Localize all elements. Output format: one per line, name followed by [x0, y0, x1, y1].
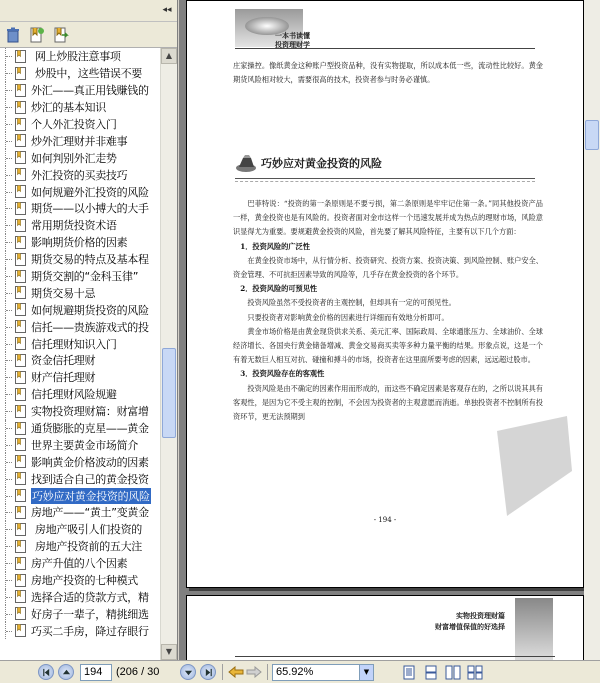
forward-arrow-icon	[246, 666, 262, 678]
header-line-2: 投资理财学	[275, 40, 310, 49]
bookmark-page-icon	[15, 118, 26, 131]
subheading: 2．投资风险的可预见性	[240, 284, 318, 294]
document-scroll-thumb[interactable]	[585, 120, 599, 150]
bookmark-item[interactable]	[0, 166, 160, 183]
bookmarks-panel	[0, 0, 178, 660]
bookmark-page-icon	[15, 50, 26, 63]
bookmark-item[interactable]	[0, 403, 160, 420]
subheading: 3．投资风险存在的客观性	[240, 369, 325, 379]
bookmark-page-icon	[15, 472, 26, 485]
tree-connector	[5, 555, 15, 572]
bookmark-page-icon	[15, 405, 26, 418]
tree-connector	[5, 538, 15, 555]
watermark-image	[487, 411, 577, 521]
continuous-facing-icon	[467, 665, 483, 680]
tree-connector	[5, 420, 15, 437]
bookmark-item[interactable]	[0, 386, 160, 403]
paragraph: 投资风险是由不确定的因素作用而形成的，而这些不确定因素是客观存在的，之所以说其具有客观性，是因为它不受主观的控制，不会因为投资者的主观意愿而消逝。单独投资者不控制所有投资环节，更无法预期到	[233, 383, 543, 422]
bookmark-item[interactable]	[0, 589, 160, 606]
bookmark-page-icon	[15, 219, 26, 232]
header2-line-2: 财富增值保值的好选择	[435, 622, 505, 631]
subheading: 1．投资风险的广泛性	[240, 241, 310, 251]
continuous-page-icon	[425, 665, 437, 680]
bookmark-item[interactable]	[0, 149, 160, 166]
bookmark-item[interactable]	[0, 116, 160, 133]
page-number-input[interactable]: 194	[80, 664, 112, 681]
bookmark-label: 网上炒股注意事项	[35, 50, 121, 64]
tree-connector	[5, 166, 15, 183]
tree-connector	[5, 470, 15, 487]
bookmark-page-icon	[15, 236, 26, 249]
gold-bar-icon	[235, 152, 257, 174]
running-header	[275, 31, 310, 49]
section-heading	[235, 149, 382, 177]
page-195	[186, 595, 584, 660]
single-page-icon	[403, 665, 415, 680]
zoom-dropdown-button[interactable]	[360, 664, 374, 681]
bookmark-page-icon	[15, 286, 26, 299]
bookmark-label: 常用期货投资术语	[31, 219, 117, 233]
bookmark-label: 巧买二手房，降过存眼行	[31, 624, 149, 638]
bookmark-page-icon	[15, 624, 26, 637]
bookmark-label: 期货交易的特点及基本程	[31, 253, 149, 267]
bookmark-label: 期货交易十忌	[31, 286, 96, 300]
bookmark-page-icon	[15, 303, 26, 316]
bookmark-item[interactable]	[0, 65, 160, 82]
tree-connector	[5, 183, 15, 200]
bookmark-label: 炒股中，这些错误不要	[35, 67, 142, 81]
bookmark-item[interactable]	[0, 470, 160, 487]
first-page-button[interactable]	[38, 664, 54, 680]
tree-connector	[5, 65, 15, 82]
bookmark-item[interactable]	[0, 132, 160, 149]
tree-connector	[5, 622, 15, 639]
bookmark-page-icon	[15, 557, 26, 570]
chevron-down-icon: ▼	[363, 668, 370, 676]
intro-paragraph	[233, 59, 543, 87]
bookmark-label: 期货交割的“金科玉律”	[31, 270, 139, 284]
bookmark-item[interactable]	[0, 318, 160, 335]
scroll-down-arrow[interactable]: ▼	[161, 644, 177, 660]
bookmark-label: 好房子一辈子，精挑细选	[31, 607, 149, 621]
bookmark-item[interactable]	[0, 99, 160, 116]
bookmark-item[interactable]	[0, 555, 160, 572]
tree-connector	[5, 149, 15, 166]
tree-connector	[5, 217, 15, 234]
bookmark-label: 实物投资理财篇：财富增	[31, 405, 149, 419]
bookmark-label: 巧妙应对黄金投资的风险	[32, 489, 150, 503]
paragraph: 黄金市场价格是由黄金现货供求关系、美元汇率、国际政局、全球通胀压力、全球油价、全球经济增长、各国央行黄金储备增减、黄金交易商买卖等多种力量平衡的结果。形象点说，这是一个有着无数巨人相互对抗、碰撞和搏斗的市场，投资者在这里面所要考虑的因素，远远超过股市。	[233, 326, 543, 365]
tree-connector	[5, 284, 15, 301]
bookmark-page-icon	[15, 134, 26, 147]
bookmark-item[interactable]	[0, 622, 160, 639]
bookmark-page-icon	[15, 337, 26, 350]
bookmark-item[interactable]	[0, 436, 160, 453]
tree-connector	[5, 234, 15, 251]
bookmarks-panel-header	[0, 0, 177, 22]
tree-connector	[5, 200, 15, 217]
bookmark-label: 选择合适的贷款方式，精	[31, 590, 149, 604]
bookmark-label: 期货——以小搏大的大手	[31, 202, 149, 216]
bookmark-item[interactable]	[0, 420, 160, 437]
bookmark-label: 影响黄金价格波动的因素	[31, 455, 149, 469]
paragraph: 巴菲特说：“投资的第一条原则是不要亏损，第二条原则是牢牢记住第一条。”同其他投资产品一样，黄金投资也是有风险的。投资者面对金市这样一个迅速发展并成为热点的理财市场，风险意识显得尤为重要。要规避黄金投资的风险，首先要了解其风险特征，主要有以下几个方面：	[233, 199, 543, 237]
bookmark-go-icon	[53, 27, 69, 43]
bookmark-item[interactable]	[0, 82, 160, 99]
page-count-label: (206 / 30	[116, 666, 160, 678]
previous-page-button[interactable]	[58, 664, 74, 680]
bookmark-page-icon	[15, 422, 26, 435]
bookmark-page-icon	[15, 151, 26, 164]
bookmark-label: 房地产吸引人们投资的	[35, 523, 142, 537]
bookmark-page-icon	[15, 455, 26, 468]
tree-connector	[5, 268, 15, 285]
bookmark-item[interactable]	[0, 521, 160, 538]
section-title: 巧妙应对黄金投资的风险	[261, 157, 382, 170]
new-bookmark-button[interactable]	[27, 25, 47, 45]
header-image-2	[515, 598, 553, 660]
trash-icon	[6, 27, 20, 43]
collapse-panel-button[interactable]: ◂◂	[162, 5, 172, 15]
bookmark-item[interactable]	[0, 572, 160, 589]
bookmark-item[interactable]	[0, 301, 160, 318]
tree-connector	[5, 487, 15, 504]
tree-connector	[5, 504, 15, 521]
paragraph: 只要投资者对影响黄金价格的因素进行详细而有效地分析即可。	[247, 312, 449, 322]
bookmark-item[interactable]	[0, 335, 160, 352]
bookmark-item[interactable]	[0, 251, 160, 268]
goto-bookmark-button[interactable]	[51, 25, 71, 45]
first-page-icon	[42, 668, 51, 677]
page-194	[186, 0, 584, 588]
continuous-facing-view-button[interactable]	[466, 663, 484, 681]
tree-connector	[5, 589, 15, 606]
header-line-1: 一本书读懂	[275, 31, 310, 40]
tree-connector	[5, 436, 15, 453]
bookmark-label: 如何判别外汇走势	[31, 151, 117, 165]
tree-connector	[5, 251, 15, 268]
bookmark-label: 找到适合自己的黄金投资	[31, 472, 149, 486]
tree-connector	[5, 572, 15, 589]
tree-connector	[5, 116, 15, 133]
bookmark-label: 资金信托理财	[31, 354, 96, 368]
bookmark-label: 影响期货价格的因素	[31, 236, 128, 250]
bookmark-label: 财产信托理财	[31, 371, 96, 385]
bookmark-page-icon	[15, 489, 26, 502]
bookmark-item[interactable]	[0, 605, 160, 622]
bookmark-item[interactable]	[0, 48, 160, 65]
bookmark-label: 外汇投资的买卖技巧	[31, 168, 128, 182]
bookmark-item[interactable]	[0, 284, 160, 301]
bookmark-label: 房地产——“黄土”变黄金	[31, 506, 149, 520]
bookmark-item[interactable]	[0, 487, 160, 504]
bookmarks-scrollbar[interactable]	[160, 48, 177, 660]
bookmark-item[interactable]	[0, 183, 160, 200]
paragraph: 在黄金投资市场中，从行情分析、投资研究、投资方案、投资决策、到风险控制、账户安全、资金管理、不可抗拒因素导致的风险等，几乎存在黄金投资的各个环节。	[233, 255, 543, 280]
page-number: - 194 -	[373, 516, 397, 524]
header2-line-1: 实物投资理财篇	[456, 611, 505, 620]
bookmark-page-icon	[15, 354, 26, 367]
bookmark-item[interactable]	[0, 352, 160, 369]
bookmark-item[interactable]	[0, 268, 160, 285]
bookmark-label: 炒汇的基本知识	[31, 101, 106, 115]
bookmark-label: 信托——贵族游戏式的投	[31, 320, 149, 334]
bookmark-item[interactable]	[0, 369, 160, 386]
continuous-view-button[interactable]	[422, 663, 440, 681]
tree-connector	[5, 352, 15, 369]
bookmark-new-icon	[29, 27, 45, 43]
bookmark-label: 炒外汇理财并非难事	[31, 134, 128, 148]
intro-text: 庄家操控。像纸黄金这种账户型投资品种，没有实物提取，所以成本低一些，流动性比较好。黄金期货风险相对较大，需要很高的技术，投资者参与时务必谨慎。	[233, 61, 543, 85]
body-text	[233, 197, 543, 424]
bookmark-page-icon	[15, 438, 26, 451]
facing-pages-icon	[445, 665, 461, 680]
bookmark-item[interactable]	[0, 234, 160, 251]
bookmark-page-icon	[15, 320, 26, 333]
bookmark-page-icon	[15, 506, 26, 519]
bookmark-page-icon	[15, 101, 26, 114]
delete-bookmark-button[interactable]	[3, 25, 23, 45]
bookmark-page-icon	[15, 185, 26, 198]
tree-connector	[5, 82, 15, 99]
facing-view-button[interactable]	[444, 663, 462, 681]
bookmark-label: 世界主要黄金市场简介	[31, 438, 138, 452]
tree-connector	[5, 132, 15, 149]
go-forward-button[interactable]	[245, 664, 263, 680]
last-page-button[interactable]	[200, 664, 216, 680]
bookmark-label: 如何规避期货投资的风险	[31, 303, 149, 317]
bookmark-page-icon	[15, 202, 26, 215]
tree-connector	[5, 335, 15, 352]
bookmark-page-icon	[15, 168, 26, 181]
bookmark-label: 外汇——真正用钱赚钱的	[31, 84, 149, 98]
bookmark-page-icon	[15, 540, 26, 553]
scroll-up-arrow[interactable]: ▲	[161, 48, 177, 64]
triangle-down-icon	[184, 668, 193, 677]
bookmark-page-icon	[15, 84, 26, 97]
single-page-view-button[interactable]	[400, 663, 418, 681]
tree-connector	[5, 386, 15, 403]
tree-connector	[5, 99, 15, 116]
back-arrow-icon	[228, 666, 244, 678]
bookmarks-toolbar	[0, 22, 177, 48]
tree-connector	[5, 453, 15, 470]
tree-connector	[5, 521, 15, 538]
bookmark-page-icon	[15, 253, 26, 266]
tree-connector	[5, 318, 15, 335]
bookmark-label: 信托理财风险规避	[31, 388, 117, 402]
bookmark-page-icon	[15, 523, 26, 536]
bookmark-label: 房地产投资前的五大注	[35, 540, 142, 554]
bookmark-page-icon	[15, 590, 26, 603]
bookmark-label: 信托理财知识入门	[31, 337, 117, 351]
tree-connector	[5, 301, 15, 318]
go-back-button[interactable]	[227, 664, 245, 680]
bookmarks-scroll-thumb[interactable]	[162, 348, 176, 438]
bookmark-page-icon	[15, 67, 26, 80]
bookmark-label: 个人外汇投资入门	[31, 118, 117, 131]
bookmark-item[interactable]	[0, 504, 160, 521]
bookmark-page-icon	[15, 270, 26, 283]
navigation-toolbar	[0, 660, 600, 683]
document-view[interactable]	[179, 0, 600, 660]
bookmark-page-icon	[15, 574, 26, 587]
last-page-icon	[204, 668, 213, 677]
tree-connector	[5, 48, 15, 65]
bookmark-item[interactable]	[0, 217, 160, 234]
bookmark-item[interactable]	[0, 200, 160, 217]
running-header-2	[435, 610, 505, 632]
tree-connector	[5, 403, 15, 420]
bookmark-item[interactable]	[0, 453, 160, 470]
next-page-button[interactable]	[180, 664, 196, 680]
document-scrollbar[interactable]	[584, 0, 600, 660]
bookmark-item[interactable]	[0, 538, 160, 555]
bookmark-label: 房产升值的八个因素	[31, 557, 128, 571]
bookmark-label: 通货膨胀的克星——黄金	[31, 422, 149, 436]
bookmark-label: 房地产投资的七种模式	[31, 574, 138, 588]
triangle-up-icon	[62, 668, 71, 677]
paragraph: 投资风险虽然不受投资者的主观控制，但却具有一定的可预见性。	[247, 298, 456, 308]
bookmark-tree	[0, 48, 160, 660]
bookmark-page-icon	[15, 607, 26, 620]
tree-connector	[5, 369, 15, 386]
bookmark-page-icon	[15, 388, 26, 401]
bookmark-label: 如何规避外汇投资的风险	[31, 185, 149, 199]
bookmark-page-icon	[15, 371, 26, 384]
tree-connector	[5, 605, 15, 622]
zoom-input[interactable]: 65.92%	[272, 664, 360, 681]
